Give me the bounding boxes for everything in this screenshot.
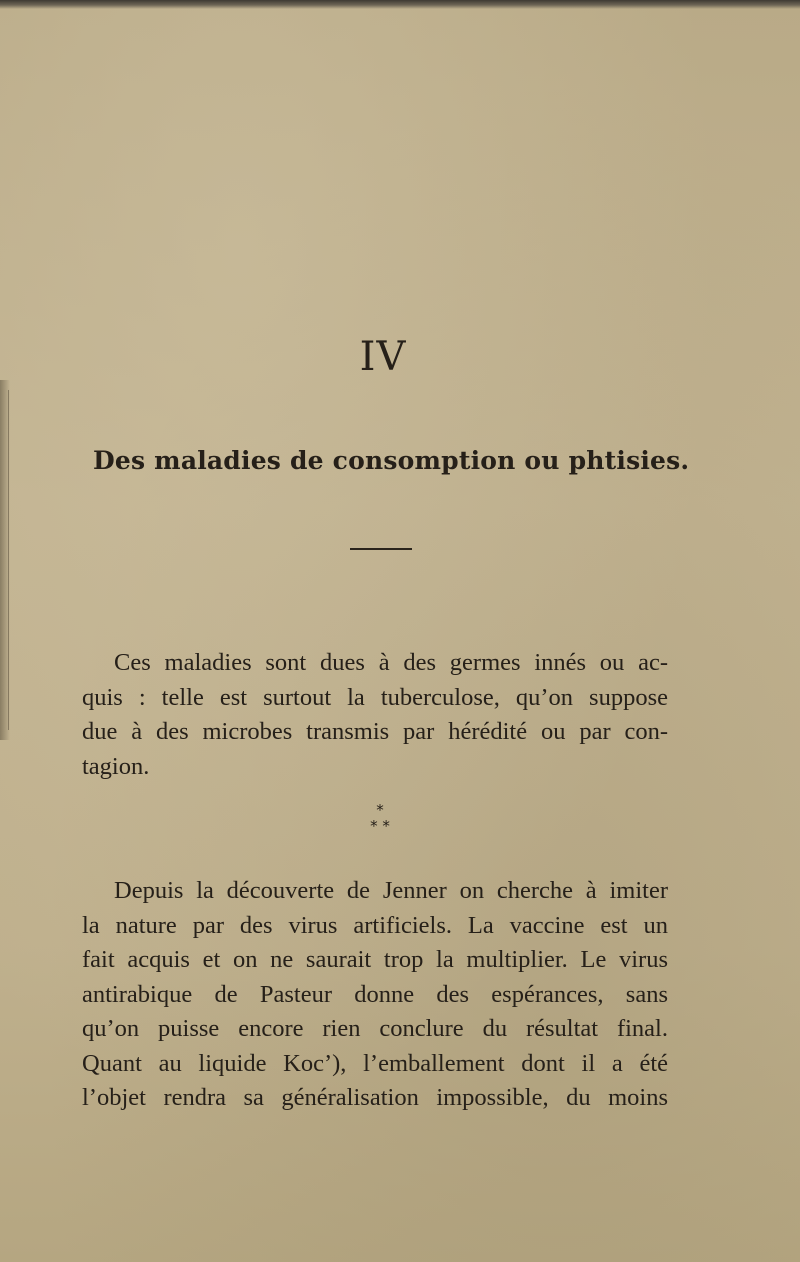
- paragraph-line: due à des microbes transmis par hérédité ou par con-: [82, 718, 668, 745]
- paragraph-line: Quant au liquide Koc’), l’emballement dont il a été: [82, 1049, 668, 1077]
- paragraph-line: l’objet rendra sa généralisation impossible, du moins: [82, 1084, 668, 1111]
- paragraph-1: [82, 646, 668, 784]
- paragraph-line: Ces maladies sont dues à des germes innés ou ac-: [114, 649, 668, 676]
- paragraph-line: Depuis la découverte de Jenner on cherche à imiter: [114, 877, 668, 904]
- page-binding-line: [8, 390, 9, 730]
- asterism-top: *: [376, 801, 384, 819]
- paragraph-line: quis : telle est surtout la tuberculose, qu’on suppose: [82, 683, 668, 711]
- asterism-bottom: * *: [370, 817, 390, 835]
- paragraph-2: [82, 874, 668, 1116]
- chapter-number: IV: [359, 334, 407, 380]
- asterism-separator: [340, 802, 420, 834]
- paragraph-line: fait acquis et on ne saurait trop la multiplier. Le virus: [82, 946, 668, 973]
- chapter-title: Des maladies de consomption ou phtisies.: [93, 446, 690, 475]
- paragraph-line: tagion.: [82, 752, 150, 780]
- paragraph-line: qu’on puisse encore rien conclure du résultat final.: [82, 1015, 668, 1042]
- paragraph-line: antirabique de Pasteur donne des espérances, sans: [82, 980, 668, 1008]
- page-top-edge: [0, 0, 800, 9]
- title-rule: [350, 548, 412, 550]
- paragraph-line: la nature par des virus artificiels. La vaccine est un: [82, 911, 668, 939]
